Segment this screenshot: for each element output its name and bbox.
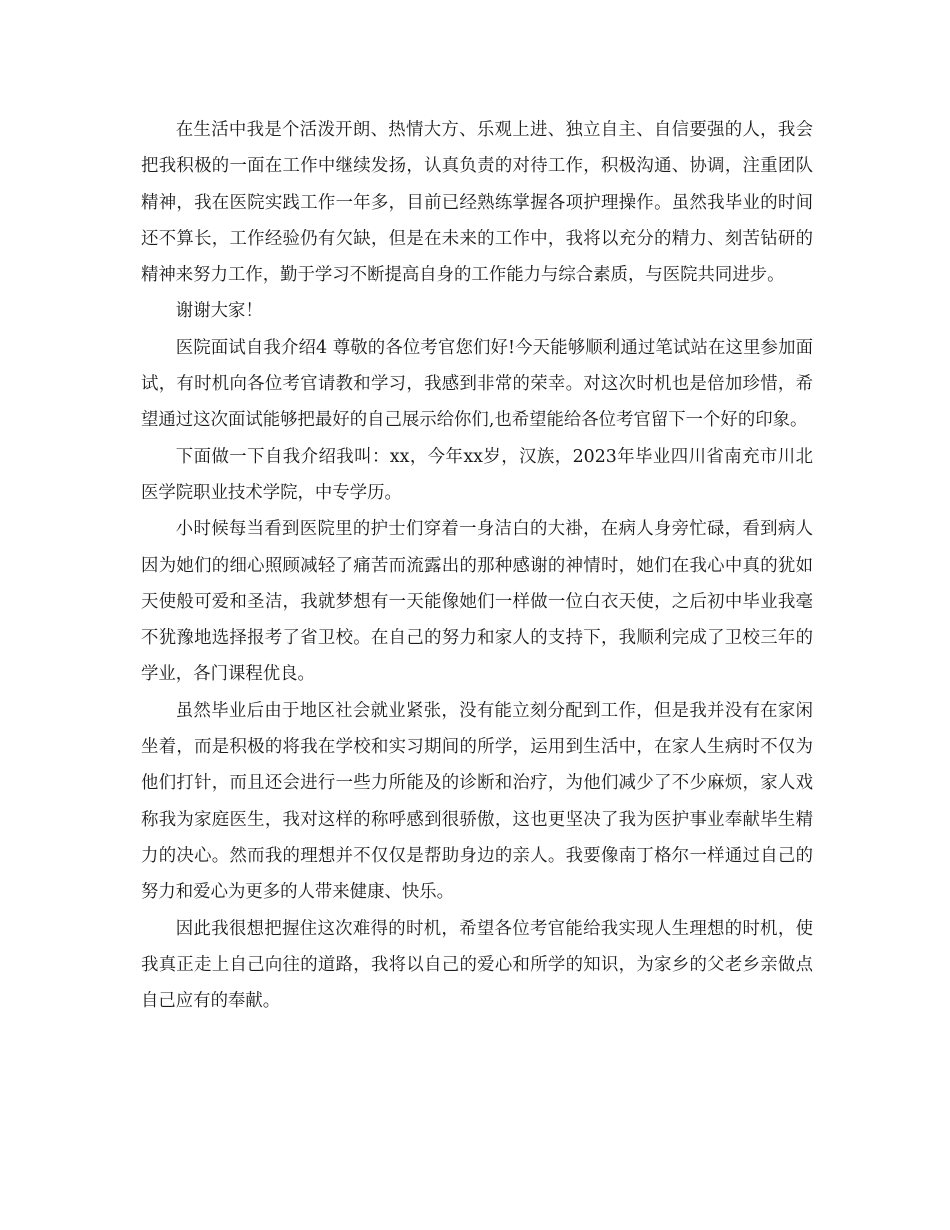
paragraph-conclusion: 因此我很想把握住这次难得的时机，希望各位考官能给我实现人生理想的时机，使我真正走上自己向往的道路，我将以自己的爱心和所学的知识，为家乡的父老乡亲做点自己应有的奉献。 <box>141 918 813 1012</box>
paragraph-intro-4-greeting: 医院面试自我介绍4 尊敬的各位考官您们好!今天能够顺利通过笔试站在这里参加面试，有时机向各位考官请教和学习，我感到非常的荣幸。对这次时机也是倍加珍惜，希望通过这次面试能够把最好的自己展示给你们,也希望能给各位考官留下一个好的印象。 <box>141 337 813 431</box>
paragraph-thanks: 谢谢大家！ <box>175 301 263 322</box>
paragraph-self-introduction: 下面做一下自我介绍我叫：xx，今年xx岁，汉族，2023年毕业四川省南充市川北医学院职业技术学院，中专学历。 <box>141 446 813 503</box>
paragraph-personality: 在生活中我是个活泼开朗、热情大方、乐观上进、独立自主、自信要强的人，我会把我积极的一面在工作中继续发扬，认真负责的对待工作，积极沟通、协调，注重团队精神，我在医院实践工作一年多，目前已经熟练掌握各项护理操作。虽然我毕业的时间还不算长，工作经验仍有欠缺，但是在未来的工作中，我将以充分的精力、刻苦钻研的精神来努力工作，勤于学习不断提高自身的工作能力与综合素质，与医院共同进步。 <box>141 120 813 286</box>
document-body <box>141 112 813 1019</box>
paragraph-after-graduation: 虽然毕业后由于地区社会就业紧张，没有能立刻分配到工作，但是我并没有在家闲坐着，而是积极的将我在学校和实习期间的所学，运用到生活中，在家人生病时不仅为他们打针，而且还会进行一些力所能及的诊断和治疗，为他们减少了不少麻烦，家人戏称我为家庭医生，我对这样的称呼感到很骄傲，这也更坚决了我为医护事业奉献毕生精力的决心。然而我的理想并不仅仅是帮助身边的亲人。我要像南丁格尔一样通过自己的努力和爱心为更多的人带来健康、快乐。 <box>141 700 813 903</box>
paragraph-childhood-dream: 小时候每当看到医院里的护士们穿着一身洁白的大褂，在病人身旁忙碌，看到病人因为她们的细心照顾减轻了痛苦而流露出的那种感谢的神情时，她们在我心中真的犹如天使般可爱和圣洁，我就梦想有一天能像她们一样做一位白衣天使，之后初中毕业我毫不犹豫地选择报考了省卫校。在自己的努力和家人的支持下，我顺利完成了卫校三年的学业，各门课程优良。 <box>141 519 813 685</box>
